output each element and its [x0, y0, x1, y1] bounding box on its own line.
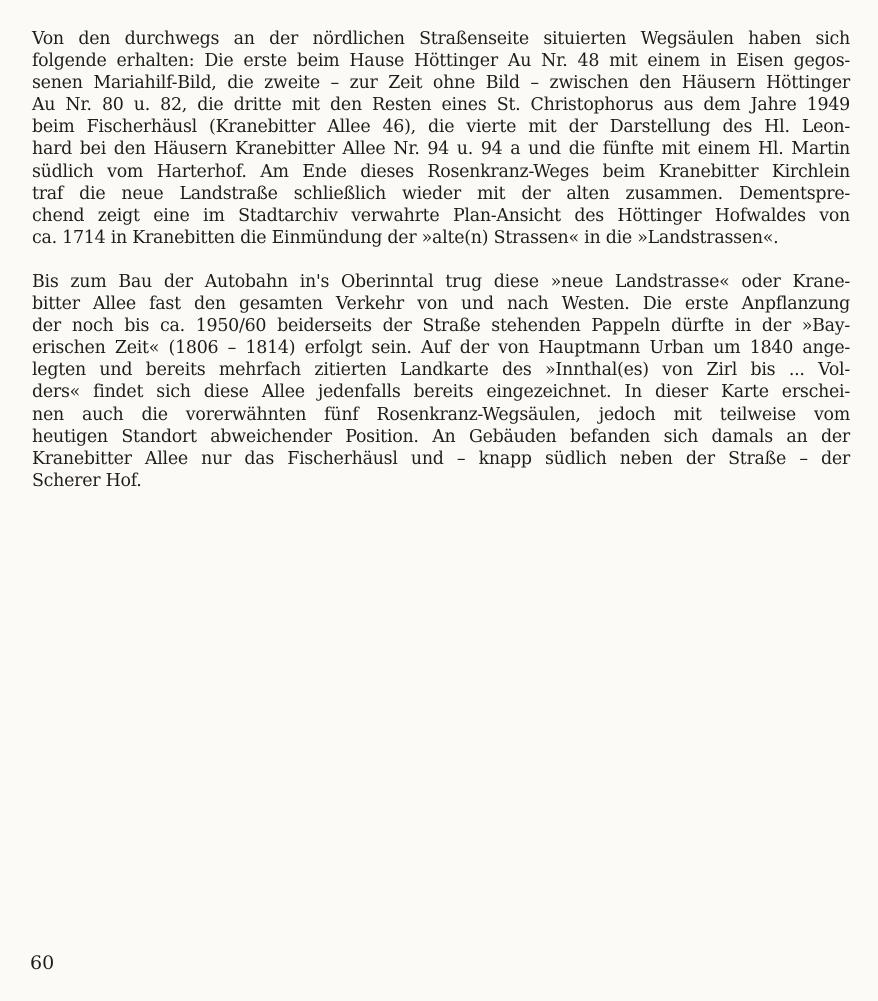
text-line: Scherer Hof.	[32, 470, 142, 491]
text-line: nen auch die vorerwähnten fünf Rosenkranz-Wegsäulen, jedoch mit teilweise vom	[32, 404, 850, 425]
text-line: ca. 1714 in Kranebitten die Einmündung der »alte(n) Strassen« in die »Landstrassen«.	[32, 227, 779, 248]
text-line: bitter Allee fast den gesamten Verkehr von und nach Westen. Die erste Anpflanzung	[32, 294, 850, 315]
text-line: Bis zum Bau der Autobahn in's Oberinntal trug diese »neue Landstrasse« oder Krane-	[32, 271, 850, 292]
text-line: hard bei den Häusern Kranebitter Allee Nr. 94 u. 94 a und die fünfte mit einem Hl. Martin	[32, 139, 850, 160]
text-line: heutigen Standort abweichender Position. An Gebäuden befanden sich damals an der	[32, 426, 850, 447]
page-number: 60	[30, 952, 55, 974]
body-text	[32, 28, 850, 492]
text-line: Au Nr. 80 u. 82, die dritte mit den Resten eines St. Christophorus aus dem Jahre 1949	[32, 95, 850, 116]
text-line: der noch bis ca. 1950/60 beiderseits der Straße stehenden Pappeln dürfte in der »Bay-	[32, 316, 850, 337]
text-line: Von den durchwegs an der nördlichen Straßenseite situierten Wegsäulen haben sich	[32, 29, 850, 49]
text-line: Kranebitter Allee nur das Fischerhäusl und – knapp südlich neben der Straße – der	[32, 448, 850, 469]
text-line: ders« findet sich diese Allee jedenfalls bereits eingezeichnet. In dieser Karte erschei-	[32, 382, 850, 403]
text-line: legten und bereits mehrfach zitierten Landkarte des »Innthal(es) von Zirl bis ... Vol-	[32, 360, 850, 381]
text-line: senen Mariahilf-Bild, die zweite – zur Zeit ohne Bild – zwischen den Häusern Höttinger	[32, 73, 850, 94]
text-line: folgende erhalten: Die erste beim Hause Höttinger Au Nr. 48 mit einem in Eisen gegos-	[32, 51, 850, 72]
text-line: südlich vom Harterhof. Am Ende dieses Rosenkranz-Weges beim Kranebitter Kirchlein	[32, 161, 850, 182]
text-line: traf die neue Landstraße schließlich wieder mit der alten zusammen. Dementspre-	[32, 183, 850, 204]
text-line: erischen Zeit« (1806 – 1814) erfolgt sein. Auf der von Hauptmann Urban um 1840 ange-	[32, 338, 850, 359]
paragraph-1	[32, 28, 850, 249]
text-line: beim Fischerhäusl (Kranebitter Allee 46), die vierte mit der Darstellung des Hl. Leon-	[32, 117, 850, 138]
paragraph-2	[32, 271, 850, 492]
text-line: chend zeigt eine im Stadtarchiv verwahrte Plan-Ansicht des Höttinger Hofwaldes von	[32, 205, 850, 226]
